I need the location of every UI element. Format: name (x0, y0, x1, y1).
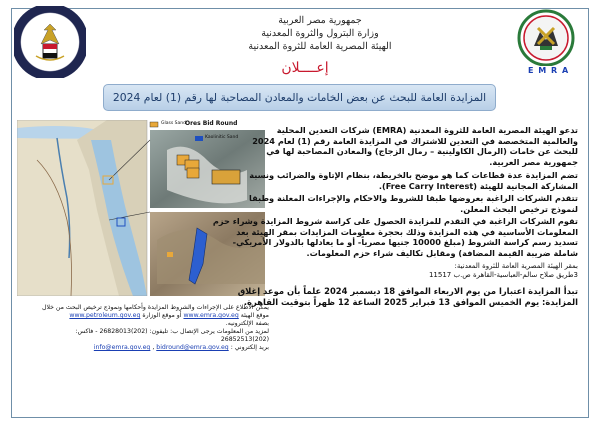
emra-logo (516, 8, 576, 80)
authority-name: الهيئة المصرية العامة للثروة المعدنية (248, 41, 392, 52)
paragraph-sectors (249, 170, 578, 191)
text-line: لنموذج ترخيص البحث المعلن. (460, 203, 578, 214)
paragraph-intro (252, 125, 578, 167)
text-line: 3طريق صلاح سالم-العباسية-القاهرة ص.ب 11517 (428, 271, 578, 279)
footer-line-emails (13, 344, 269, 352)
text-line: للبحث عن خامات (الرمال الكاولينية – رمال الزجاج) والمعادن المصاحبة لها في (266, 146, 578, 157)
auction-dates (238, 286, 578, 308)
text-line: تقوم الشركات الراغبة في التقدم للمزايدة الحصول على كراسة شروط المزايدة وشراء حزم (212, 216, 578, 226)
text-line: جمهورية مصر العربية. (489, 156, 578, 167)
text-line: تضم المزايدة عدة قطاعات كما هو موضح بالخريطة، بنظام الإتاوة والضرائب ونسبة (249, 170, 578, 180)
ministry-header (190, 14, 450, 53)
footer-line: (202)26852513 (220, 336, 269, 343)
bid-round-map (17, 120, 265, 296)
map-legend-item-0: Glass Sand (161, 121, 186, 126)
ministry-website-link[interactable]: www.petroleum.gov.eg (69, 312, 141, 319)
footer-line: لمزيد من المعلومات يرجى الإتصال ب: تليفون: (202)26828013 - فاكس: (75, 328, 269, 335)
text-line: تبدأ المزايدة اعتبارا من يوم الاربعاء الموافق 18 ديسمبر 2024 علماً بأن موعد إغلاق (237, 286, 578, 296)
emra-logo-text: E M R A (528, 66, 570, 75)
text-line: تسديد رسم كراسة الشروط (مبلغ 10000 جنيها مصرياً- أو ما يعادلها بالدولار الأمريكي- (232, 237, 578, 248)
notice-title: إعــــلان (281, 60, 329, 76)
text-line: شاملة ضريبة القيمة المضافة) ومقابل تكاليف شراء حزم المعلومات. (306, 247, 578, 258)
emra-seal-logo (14, 6, 86, 78)
footer-text: أو موقع الوزارة (140, 312, 182, 319)
footer-line: يمكن الاطلاع على الإجراءات والشروط المزايدة وأحكامها ونموذج ترخيص البحث من خلال (41, 304, 269, 311)
footer-line-websites (13, 312, 269, 320)
map-legend-item-1: Kaolinitic Sand (205, 135, 239, 140)
paragraph-conditions (213, 216, 578, 258)
contact-footer (13, 304, 269, 352)
email-info-link[interactable]: info@emra.gov.eg (93, 344, 151, 351)
text-line: المشاركة المجانية للهيئة (Free Carry Interest). (378, 180, 578, 191)
email-bidround-link[interactable]: bidround@emra.gov.eg (156, 344, 229, 351)
ministry-name: وزارة البترول والثروة المعدنية (261, 28, 379, 39)
footer-text: , (152, 344, 157, 351)
text-line: تتقدم الشركات الراغبة بعروضها طبقا للشروط والاحكام والإجراءات المعلنة وطبقا (249, 193, 578, 203)
country-name: جمهورية مصر العربية (278, 15, 362, 26)
authority-address (429, 262, 578, 280)
footer-line: بصفة الإلكترونيه. (225, 320, 269, 327)
paragraph-offers (249, 193, 578, 214)
text-line: بمقر الهيئة المصرية العامة للثروة المعدنية: (454, 262, 578, 270)
text-line: والعالمية المتخصصة في التعدين للاشتراك في المزايدة العامة رقم (1) لعام 2024 (252, 135, 578, 146)
footer-text: موقع الهيئة (238, 312, 269, 319)
emra-website-link[interactable]: www.emra.gov.eg (183, 312, 239, 319)
map-title: Ores Bid Round (185, 120, 238, 127)
text-line: المعلومات الأساسية في هذه المزايدة وذلك بحجرة معلومات المزايدات بمقر الهيئة بعد (236, 226, 578, 237)
text-line: تدعو الهيئة المصرية العامة للثروة المعدنية (EMRA) شركات التعدين المحلية (276, 125, 578, 135)
footer-text: بريد إلكتروني : (228, 344, 269, 351)
auction-title-banner: المزايدة العامة للبحث عن بعض الخامات والمعادن المصاحبة لها رقم (1) لعام 2024 (103, 84, 496, 111)
text-line: المزايدة: يوم الخميس الموافق 13 فبراير 2025 الساعة 12 ظهراً بتوقيت القاهرة. (243, 297, 578, 307)
